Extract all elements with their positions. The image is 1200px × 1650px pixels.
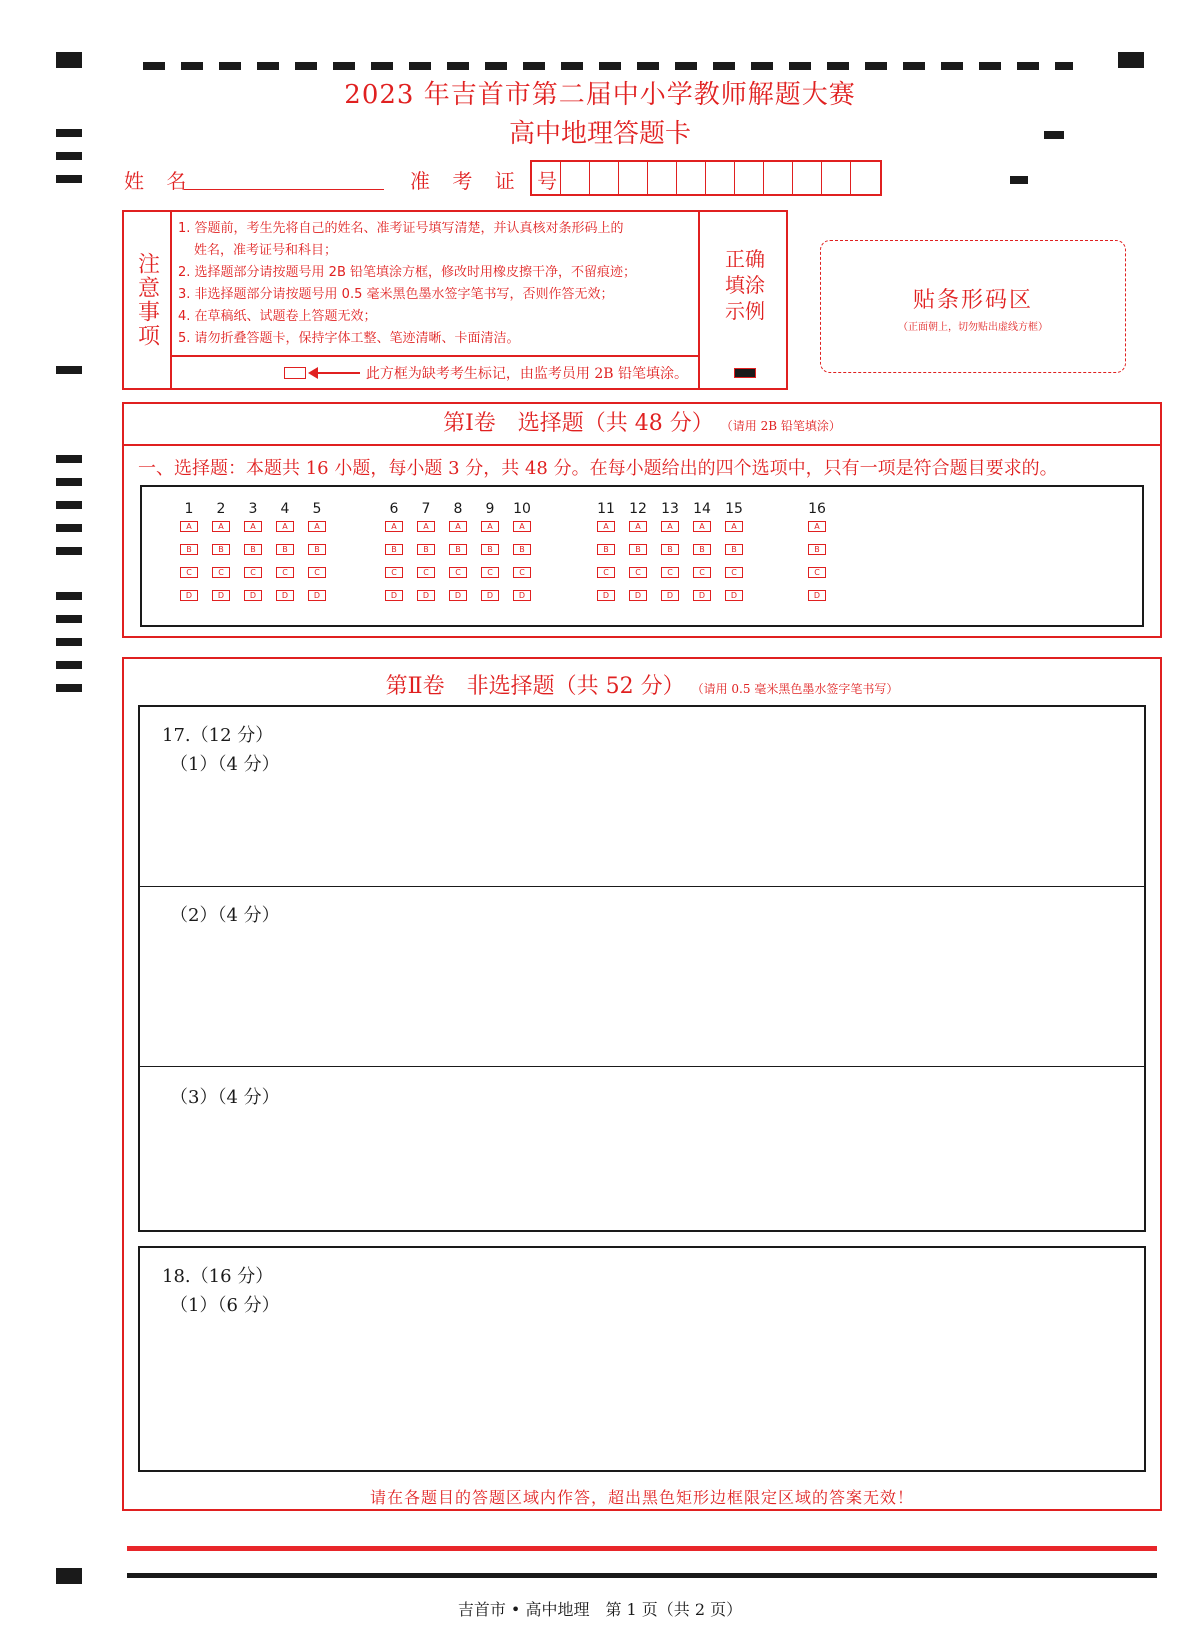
registration-mark	[56, 52, 82, 68]
question-column	[239, 501, 267, 613]
option-bubble[interactable]: B	[661, 544, 679, 555]
timing-mark	[56, 152, 82, 160]
notice-panel	[122, 210, 788, 390]
option-bubble[interactable]: B	[693, 544, 711, 555]
exam-id-field[interactable]	[530, 160, 882, 196]
question-column	[688, 501, 716, 613]
section-choice-title: 第Ⅰ卷 选择题（共 48 分） （请用 2B 铅笔填涂）	[124, 404, 1160, 446]
choice-grid	[140, 485, 1144, 627]
timing-mark	[56, 661, 82, 669]
option-bubble[interactable]: B	[449, 544, 467, 555]
option-bubble[interactable]: B	[629, 544, 647, 555]
timing-mark	[56, 175, 82, 183]
option-bubble[interactable]: D	[244, 590, 262, 601]
option-bubble[interactable]: D	[629, 590, 647, 601]
question-column	[412, 501, 440, 613]
option-bubble[interactable]: B	[212, 544, 230, 555]
option-bubble[interactable]: D	[385, 590, 403, 601]
option-bubble[interactable]: C	[808, 567, 826, 578]
question-number: 13	[661, 501, 679, 517]
option-bubble[interactable]: B	[481, 544, 499, 555]
option-bubble[interactable]: D	[693, 590, 711, 601]
section-choice-description: 一、选择题：本题共 16 小题，每小题 3 分，共 48 分。在每小题给出的四个选项中，只有一项是符合题目要求的。	[138, 458, 1058, 479]
timing-mark	[56, 366, 82, 374]
option-bubble[interactable]: A	[661, 521, 679, 532]
option-bubble[interactable]: D	[661, 590, 679, 601]
timing-mark	[56, 684, 82, 692]
exam-title: 2023 年吉首市第二届中小学教师解题大赛	[344, 80, 856, 110]
notice-item: 4. 在草稿纸、试题卷上答题无效；	[178, 309, 377, 324]
option-bubble[interactable]: D	[725, 590, 743, 601]
option-bubble[interactable]: A	[449, 521, 467, 532]
option-bubble[interactable]: C	[725, 567, 743, 578]
question-column	[271, 501, 299, 613]
timing-mark	[56, 592, 82, 600]
option-bubble[interactable]: B	[308, 544, 326, 555]
filled-mark-example	[734, 368, 756, 378]
option-bubble[interactable]: A	[725, 521, 743, 532]
question-number: 8	[453, 501, 463, 517]
question-number: 9	[485, 501, 495, 517]
option-bubble[interactable]: A	[417, 521, 435, 532]
question-column	[303, 501, 331, 613]
option-bubble[interactable]: A	[276, 521, 294, 532]
card-title: 高中地理答题卡	[508, 119, 691, 149]
notice-items	[172, 212, 700, 357]
notice-title: 注意事项	[124, 212, 172, 388]
timing-mark	[56, 547, 82, 555]
question-number: 15	[725, 501, 743, 517]
absent-mark-row	[172, 357, 700, 388]
exam-id-digit-box[interactable]	[677, 162, 706, 194]
question-number: 11	[597, 501, 615, 517]
name-field[interactable]	[184, 189, 384, 190]
option-bubble[interactable]: B	[597, 544, 615, 555]
option-bubble[interactable]: C	[693, 567, 711, 578]
footer-black-rule	[127, 1573, 1157, 1578]
question-column	[508, 501, 536, 613]
page-footer: 吉首市 • 高中地理 第 1 页（共 2 页）	[457, 1600, 743, 1619]
timing-mark	[56, 524, 82, 532]
section-open	[122, 657, 1162, 1511]
timing-mark	[1010, 176, 1028, 184]
option-bubble[interactable]: C	[661, 567, 679, 578]
question-label: 18.（16 分）	[162, 1266, 274, 1287]
answer-box-q18[interactable]	[138, 1246, 1146, 1472]
question-label: 17.（12 分）	[162, 725, 274, 746]
option-bubble[interactable]: C	[481, 567, 499, 578]
question-number: 3	[248, 501, 258, 517]
question-number: 2	[216, 501, 226, 517]
option-bubble[interactable]: A	[308, 521, 326, 532]
section-choice	[122, 402, 1162, 638]
option-bubble[interactable]: B	[385, 544, 403, 555]
option-bubble[interactable]: A	[180, 521, 198, 532]
question-column	[803, 501, 831, 613]
question-number: 16	[808, 501, 826, 517]
option-bubble[interactable]: A	[513, 521, 531, 532]
option-bubble[interactable]: B	[276, 544, 294, 555]
option-bubble[interactable]: A	[693, 521, 711, 532]
exam-id-digit-box[interactable]	[764, 162, 793, 194]
question-number: 10	[513, 501, 531, 517]
option-bubble[interactable]: C	[180, 567, 198, 578]
notice-item: 5. 请勿折叠答题卡，保持字体工整、笔迹清晰、卡面清洁。	[178, 331, 520, 346]
timing-mark	[56, 638, 82, 646]
exam-id-digit-box[interactable]	[561, 162, 590, 194]
option-bubble[interactable]: D	[276, 590, 294, 601]
barcode-title: 贴条形码区	[912, 288, 1033, 313]
option-bubble[interactable]: C	[449, 567, 467, 578]
question-number: 12	[629, 501, 647, 517]
section-choice-note: （请用 2B 铅笔填涂）	[720, 419, 841, 433]
answer-area-q17-1[interactable]	[140, 707, 1144, 887]
answer-box-q17[interactable]	[138, 705, 1146, 1232]
sub-question-label: （3）（4 分）	[170, 1087, 280, 1108]
answer-area-q17-3[interactable]	[140, 1067, 1144, 1230]
question-number: 14	[693, 501, 711, 517]
question-column	[380, 501, 408, 613]
exam-id-digit-box[interactable]	[706, 162, 735, 194]
timing-mark	[56, 455, 82, 463]
option-bubble[interactable]: C	[385, 567, 403, 578]
absent-text: 此方框为缺考考生标记，由监考员用 2B 铅笔填涂。	[365, 365, 688, 382]
section-open-note: （请用 0.5 毫米黑色墨水签字笔书写）	[691, 682, 899, 696]
notice-item: 姓名，准考证号和科目；	[194, 243, 338, 258]
exam-id-digit-box[interactable]	[793, 162, 822, 194]
question-column	[207, 501, 235, 613]
option-bubble[interactable]: B	[725, 544, 743, 555]
question-column	[656, 501, 684, 613]
option-bubble[interactable]: A	[808, 521, 826, 532]
option-bubble[interactable]: D	[212, 590, 230, 601]
question-column	[592, 501, 620, 613]
exam-id-digit-box[interactable]	[822, 162, 851, 194]
option-bubble[interactable]: D	[308, 590, 326, 601]
option-bubble[interactable]: C	[629, 567, 647, 578]
option-bubble[interactable]: C	[597, 567, 615, 578]
option-bubble[interactable]: C	[513, 567, 531, 578]
registration-mark	[1118, 52, 1144, 68]
question-number: 7	[421, 501, 431, 517]
option-bubble[interactable]: A	[481, 521, 499, 532]
option-bubble[interactable]: A	[212, 521, 230, 532]
timing-mark	[56, 478, 82, 486]
barcode-area	[820, 240, 1126, 373]
notice-item: 2. 选择题部分请按题号用 2B 铅笔填涂方框，修改时用橡皮擦干净，不留痕迹；	[178, 265, 636, 280]
option-bubble[interactable]: D	[808, 590, 826, 601]
option-bubble[interactable]: C	[212, 567, 230, 578]
option-bubble[interactable]: D	[481, 590, 499, 601]
option-bubble[interactable]: C	[417, 567, 435, 578]
option-bubble[interactable]: B	[808, 544, 826, 555]
question-number: 5	[312, 501, 322, 517]
exam-id-digit-box[interactable]	[851, 162, 880, 194]
sub-question-label: （2）（4 分）	[170, 905, 280, 926]
barcode-note: （正面朝上，切勿贴出虚线方框）	[898, 322, 1048, 333]
question-column	[720, 501, 748, 613]
left-arrow-icon	[310, 372, 360, 374]
exam-id-digit-box[interactable]	[735, 162, 764, 194]
option-bubble[interactable]: A	[244, 521, 262, 532]
exam-id-digit-box[interactable]	[532, 162, 561, 194]
option-bubble[interactable]: B	[244, 544, 262, 555]
notice-item: 3. 非选择题部分请按题号用 0.5 毫米黑色墨水签字笔书写，否则作答无效；	[178, 287, 614, 302]
notice-item: 1. 答题前，考生先将自己的姓名、准考证号填写清楚，并认真核对条形码上的	[178, 221, 624, 236]
top-dashed-line	[143, 62, 1073, 70]
option-bubble[interactable]: A	[385, 521, 403, 532]
exam-id-digit-box[interactable]	[590, 162, 619, 194]
answer-area-warning: 请在各题目的答题区域内作答，超出黑色矩形边框限定区域的答案无效！	[369, 1488, 914, 1507]
option-bubble[interactable]: A	[629, 521, 647, 532]
exam-id-digit-box[interactable]	[648, 162, 677, 194]
question-column	[175, 501, 203, 613]
option-bubble[interactable]: B	[417, 544, 435, 555]
sub-question-label: （1）（4 分）	[170, 754, 280, 775]
exam-id-label: 准 考 证 号	[410, 169, 566, 193]
option-bubble[interactable]: C	[244, 567, 262, 578]
option-bubble[interactable]: C	[276, 567, 294, 578]
question-number: 4	[280, 501, 290, 517]
exam-id-digit-box[interactable]	[619, 162, 648, 194]
option-bubble[interactable]: C	[308, 567, 326, 578]
option-bubble[interactable]: D	[417, 590, 435, 601]
fill-example	[702, 212, 788, 388]
answer-area-q17-2[interactable]	[140, 887, 1144, 1067]
option-bubble[interactable]: A	[597, 521, 615, 532]
timing-mark	[56, 501, 82, 509]
timing-mark	[56, 615, 82, 623]
option-bubble[interactable]: D	[449, 590, 467, 601]
registration-mark	[56, 1568, 82, 1584]
question-number: 1	[184, 501, 194, 517]
question-number: 6	[389, 501, 399, 517]
fill-example-label: 正确 填涂 示例	[725, 247, 765, 323]
option-bubble[interactable]: B	[513, 544, 531, 555]
question-column	[444, 501, 472, 613]
option-bubble[interactable]: B	[180, 544, 198, 555]
section-open-title: 第Ⅱ卷 非选择题（共 52 分） （请用 0.5 毫米黑色墨水签字笔书写）	[385, 674, 899, 699]
footer-red-rule	[127, 1546, 1157, 1551]
question-column	[624, 501, 652, 613]
option-bubble[interactable]: D	[513, 590, 531, 601]
question-column	[476, 501, 504, 613]
name-label: 姓 名	[124, 169, 195, 193]
option-bubble[interactable]: D	[180, 590, 198, 601]
sub-question-label: （1）（6 分）	[170, 1295, 280, 1316]
option-bubble[interactable]: D	[597, 590, 615, 601]
absent-checkbox[interactable]	[284, 367, 306, 379]
